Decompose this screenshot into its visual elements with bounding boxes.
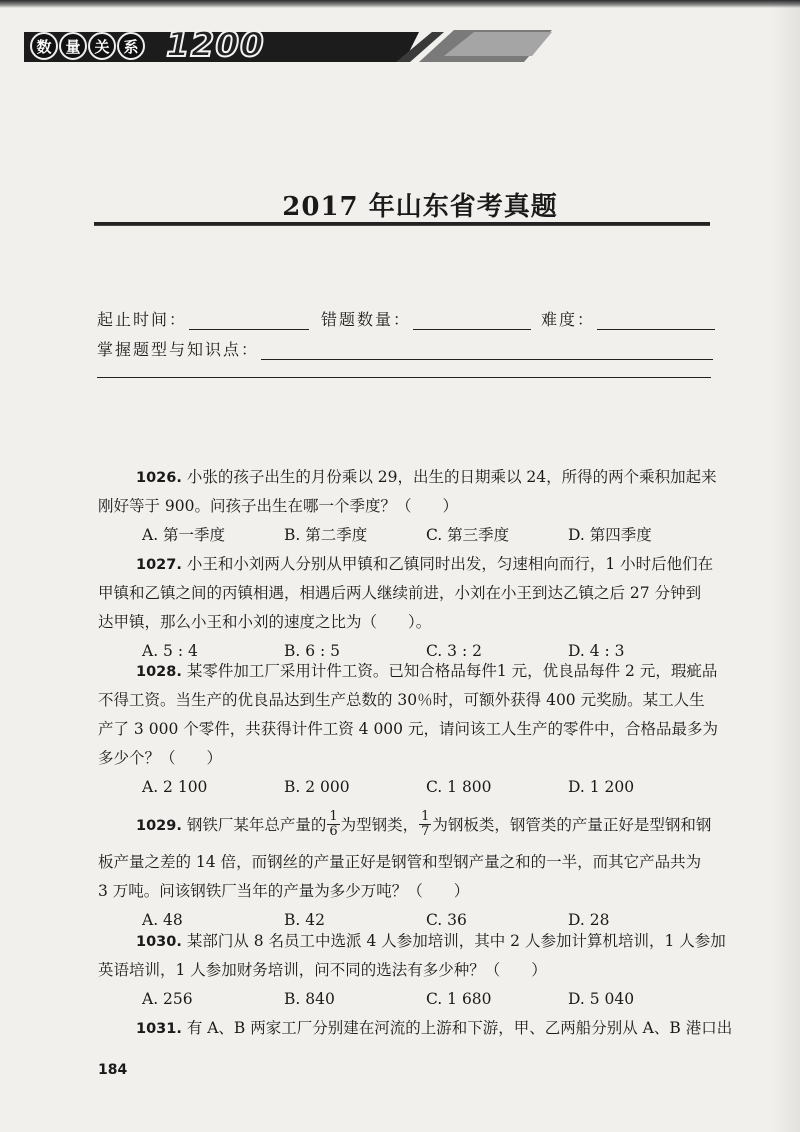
question-text: 小张的孩子出生的月份乘以 29，出生的日期乘以 24，所得的两个乘积加起来 bbox=[186, 468, 717, 486]
option-b[interactable]: B. 42 bbox=[284, 911, 325, 929]
fraction-one-sixth bbox=[327, 810, 339, 839]
question-text: 英语培训，1 人参加财务培训，问不同的选法有多少种？（ ） bbox=[98, 961, 547, 979]
page-top-edge bbox=[0, 0, 800, 8]
option-c[interactable]: C. 36 bbox=[426, 911, 467, 929]
question-number: 1031. bbox=[136, 1021, 182, 1037]
page-number: 184 bbox=[98, 1062, 128, 1078]
question-line bbox=[98, 806, 720, 844]
wrong-count-field[interactable] bbox=[321, 306, 531, 330]
fraction-one-seventh bbox=[419, 810, 431, 839]
header-bubble: 量 bbox=[59, 32, 87, 60]
question-text: 达甲镇，那么小王和小刘的速度之比为（ ）。 bbox=[98, 613, 432, 631]
header-bubble: 数 bbox=[30, 32, 58, 60]
title-underline bbox=[94, 222, 710, 226]
question-text: 3 万吨。问该钢铁厂当年的产量为多少万吨？（ ） bbox=[98, 882, 470, 900]
option-c[interactable]: C. 第三季度 bbox=[426, 526, 510, 544]
question-number: 1026. bbox=[136, 470, 182, 486]
options-row bbox=[98, 985, 720, 1014]
start-time-blank[interactable] bbox=[189, 311, 309, 330]
question-line bbox=[98, 550, 720, 579]
option-d[interactable]: D. 1 200 bbox=[568, 778, 635, 796]
start-time-label: 起止时间： bbox=[97, 310, 188, 329]
question-text: 不得工资。当生产的优良品达到生产总数的 30％时，可额外获得 400 元奖励。某工人生 bbox=[98, 691, 705, 709]
header-number: 1200 bbox=[166, 25, 265, 65]
question-text: 小王和小刘两人分别从甲镇和乙镇同时出发，匀速相向而行，1 小时后他们在 bbox=[186, 555, 714, 573]
question-1026 bbox=[98, 463, 720, 550]
question-number: 1027. bbox=[136, 557, 182, 573]
option-b[interactable]: B. 6 : 5 bbox=[284, 642, 341, 660]
wrong-count-blank[interactable] bbox=[413, 311, 531, 330]
option-a[interactable]: A. 5 : 4 bbox=[142, 642, 198, 660]
option-a[interactable]: A. 2 100 bbox=[142, 778, 208, 796]
fraction-numerator: 1 bbox=[421, 808, 430, 824]
question-1028 bbox=[98, 657, 720, 802]
header-bubble-group bbox=[30, 32, 145, 60]
difficulty-label: 难度： bbox=[541, 310, 596, 329]
question-text: 为型钢类， bbox=[340, 816, 419, 834]
option-d[interactable]: D. 4 : 3 bbox=[568, 642, 625, 660]
book-header bbox=[24, 26, 552, 68]
knowledge-field[interactable] bbox=[97, 336, 713, 360]
knowledge-label: 掌握题型与知识点： bbox=[97, 340, 260, 359]
question-line bbox=[98, 657, 720, 686]
option-a[interactable]: A. 48 bbox=[142, 911, 183, 929]
option-c[interactable]: C. 1 800 bbox=[426, 778, 492, 796]
question-line bbox=[98, 1014, 733, 1043]
header-bubble: 关 bbox=[88, 32, 116, 60]
option-d[interactable]: D. 28 bbox=[568, 911, 610, 929]
option-b[interactable]: B. 2 000 bbox=[284, 778, 350, 796]
option-a[interactable]: A. 256 bbox=[142, 990, 193, 1008]
question-text: 板产量之差的 14 倍，而钢丝的产量正好是钢管和型钢产量之和的一半，而其它产品共为 bbox=[98, 853, 702, 871]
page-shadow bbox=[770, 0, 800, 1132]
fraction-numerator: 1 bbox=[329, 808, 338, 824]
header-bubble: 系 bbox=[117, 32, 145, 60]
options-row bbox=[98, 773, 720, 802]
option-d[interactable]: D. 5 040 bbox=[568, 990, 635, 1008]
question-number: 1030. bbox=[136, 934, 182, 950]
difficulty-blank[interactable] bbox=[597, 311, 715, 330]
question-line bbox=[98, 927, 726, 956]
question-text: 为钢板类，钢管类的产量正好是型钢和钢 bbox=[432, 816, 712, 834]
fraction-denominator: 7 bbox=[421, 823, 430, 839]
question-text: 有 A、B 两家工厂分别建在河流的上游和下游，甲、乙两船分别从 A、B 港口出 bbox=[186, 1019, 733, 1037]
option-d[interactable]: D. 第四季度 bbox=[568, 526, 652, 544]
question-text: 刚好等于 900。问孩子出生在哪一个季度？（ ） bbox=[98, 497, 459, 515]
option-c[interactable]: C. 3 : 2 bbox=[426, 642, 482, 660]
option-a[interactable]: A. 第一季度 bbox=[142, 526, 226, 544]
option-b[interactable]: B. 第二季度 bbox=[284, 526, 368, 544]
question-text: 甲镇和乙镇之间的丙镇相遇，相遇后两人继续前进，小刘在小王到达乙镇之后 27 分钟到 bbox=[98, 584, 702, 602]
option-b[interactable]: B. 840 bbox=[284, 990, 335, 1008]
question-number: 1029. bbox=[136, 818, 182, 834]
question-1031 bbox=[98, 1014, 733, 1043]
wrong-count-label: 错题数量： bbox=[321, 310, 412, 329]
question-text: 产了 3 000 个零件，共获得计件工资 4 000 元，请问该工人生产的零件中，合格品最多为 bbox=[98, 720, 718, 738]
difficulty-field[interactable] bbox=[541, 306, 715, 330]
question-text: 钢铁厂某年总产量的 bbox=[186, 816, 327, 834]
question-text: 多少个？（ ） bbox=[98, 749, 223, 767]
knowledge-blank[interactable] bbox=[261, 341, 713, 360]
option-c[interactable]: C. 1 680 bbox=[426, 990, 492, 1008]
question-line bbox=[98, 463, 720, 492]
question-1029 bbox=[98, 806, 720, 935]
question-1027 bbox=[98, 550, 720, 666]
question-text: 某零件加工厂采用计件工资。已知合格品每件1 元，优良品每件 2 元，瑕疵品 bbox=[186, 662, 718, 680]
question-1030 bbox=[98, 927, 726, 1014]
fraction-denominator: 6 bbox=[329, 823, 338, 839]
start-time-field[interactable] bbox=[97, 306, 309, 330]
question-number: 1028. bbox=[136, 664, 182, 680]
question-text: 某部门从 8 名员工中选派 4 人参加培训，其中 2 人参加计算机培训，1 人参加 bbox=[186, 932, 726, 950]
options-row bbox=[98, 521, 720, 550]
page-title: 2017 年山东省考真题 bbox=[282, 192, 558, 222]
knowledge-blank-line-2[interactable] bbox=[97, 377, 711, 378]
